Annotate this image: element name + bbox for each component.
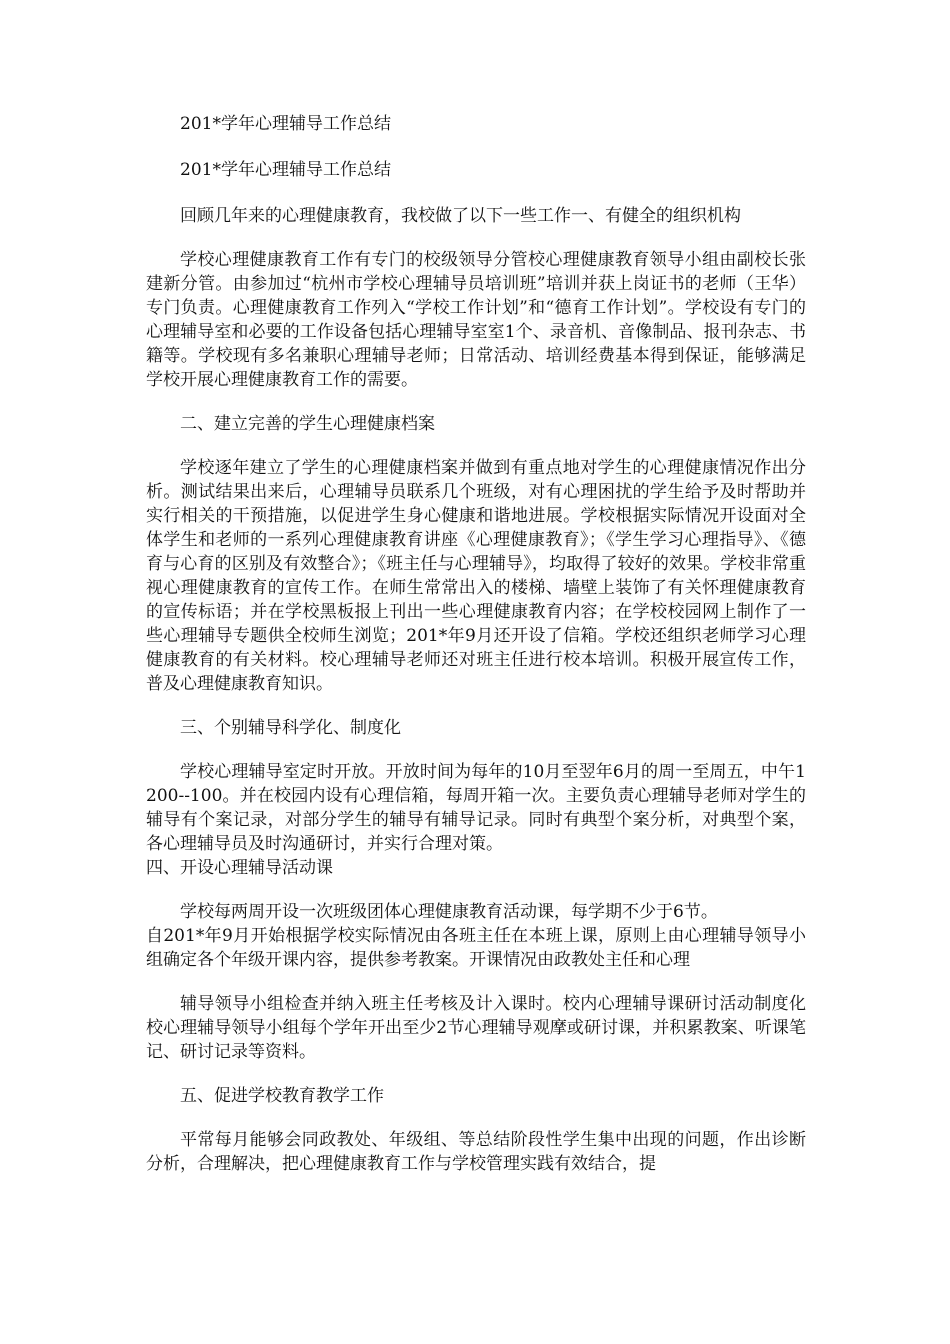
- paragraph-organization: 学校心理健康教育工作有专门的校级领导分管校心理健康教育领导小组由副校长张建新分管。由参加过“杭州市学校心理辅导员培训班”培训并获上岗证书的老师（王华）专门负责。心理健康教育工作列入“学校工作计划”和“德育工作计划”。学校设有专门的心理辅导室和必要的工作设备包括心理辅导室室1个、录音机、音像制品、报刊杂志、书籍等。学校现有多名兼职心理辅导老师；日常活动、培训经费基本得到保证，能够满足学校开展心理健康教育工作的需要。: [146, 250, 806, 390]
- paragraph-activity-class-2: 自201*年9月开始根据学校实际情况由各班主任在本班上课，原则上由心理辅导领导小组确定各个年级开课内容，提供参考教案。开课情况由政教处主任和心理: [146, 926, 806, 970]
- paragraph-intro: 回顾几年来的心理健康教育，我校做了以下一些工作一、有健全的组织机构: [180, 206, 741, 226]
- section-heading-activity-class: 四、开设心理辅导活动课: [146, 858, 333, 878]
- document-subtitle: 201*学年心理辅导工作总结: [180, 160, 391, 180]
- document-title: 201*学年心理辅导工作总结: [180, 114, 391, 134]
- section-heading-records: 二、建立完善的学生心理健康档案: [180, 414, 435, 434]
- paragraph-counseling: 学校心理辅导室定时开放。开放时间为每年的10月至翌年6月的周一至周五，中午1200--100。并在校园内设有心理信箱，每周开箱一次。主要负责心理辅导老师对学生的辅导有个案记录，对部分学生的辅导有辅导记录。同时有典型个案分析，对典型个案，各心理辅导员及时沟通研讨，并实行合理对策。: [146, 762, 806, 854]
- paragraph-activity-class-1: 学校每两周开设一次班级团体心理健康教育活动课，每学期不少于6节。: [180, 902, 718, 922]
- document-page: [146, 112, 806, 1196]
- section-heading-counseling: 三、个别辅导科学化、制度化: [180, 718, 401, 738]
- paragraph-activity-class-3: 辅导领导小组检查并纳入班主任考核及计入课时。校内心理辅导课研讨活动制度化校心理辅导领导小组每个学年开出至少2节心理辅导观摩或研讨课，并积累教案、听课笔记、研讨记录等资料。: [146, 994, 806, 1062]
- paragraph-teaching: 平常每月能够会同政教处、年级组、等总结阶段性学生集中出现的问题，作出诊断分析，合理解决，把心理健康教育工作与学校管理实践有效结合，提: [146, 1130, 806, 1174]
- section-heading-teaching: 五、促进学校教育教学工作: [180, 1086, 384, 1106]
- paragraph-records: 学校逐年建立了学生的心理健康档案并做到有重点地对学生的心理健康情况作出分析。测试结果出来后，心理辅导员联系几个班级，对有心理困扰的学生给予及时帮助并实行相关的干预措施，以促进学生身心健康和谐地进展。学校根据实际情况开设面对全体学生和老师的一系列心理健康教育讲座《心理健康教育》；《学生学习心理指导》、《德育与心育的区别及有效整合》；《班主任与心理辅导》，均取得了较好的效果。学校非常重视心理健康教育的宣传工作。在师生常常出入的楼梯、墙壁上装饰了有关怀理健康教育的宣传标语；并在学校黑板报上刊出一些心理健康教育内容；在学校校园网上制作了一些心理辅导专题供全校师生浏览；201*年9月还开设了信箱。学校还组织老师学习心理健康教育的有关材料。校心理辅导老师还对班主任进行校本培训。积极开展宣传工作，普及心理健康教育知识。: [146, 458, 806, 694]
